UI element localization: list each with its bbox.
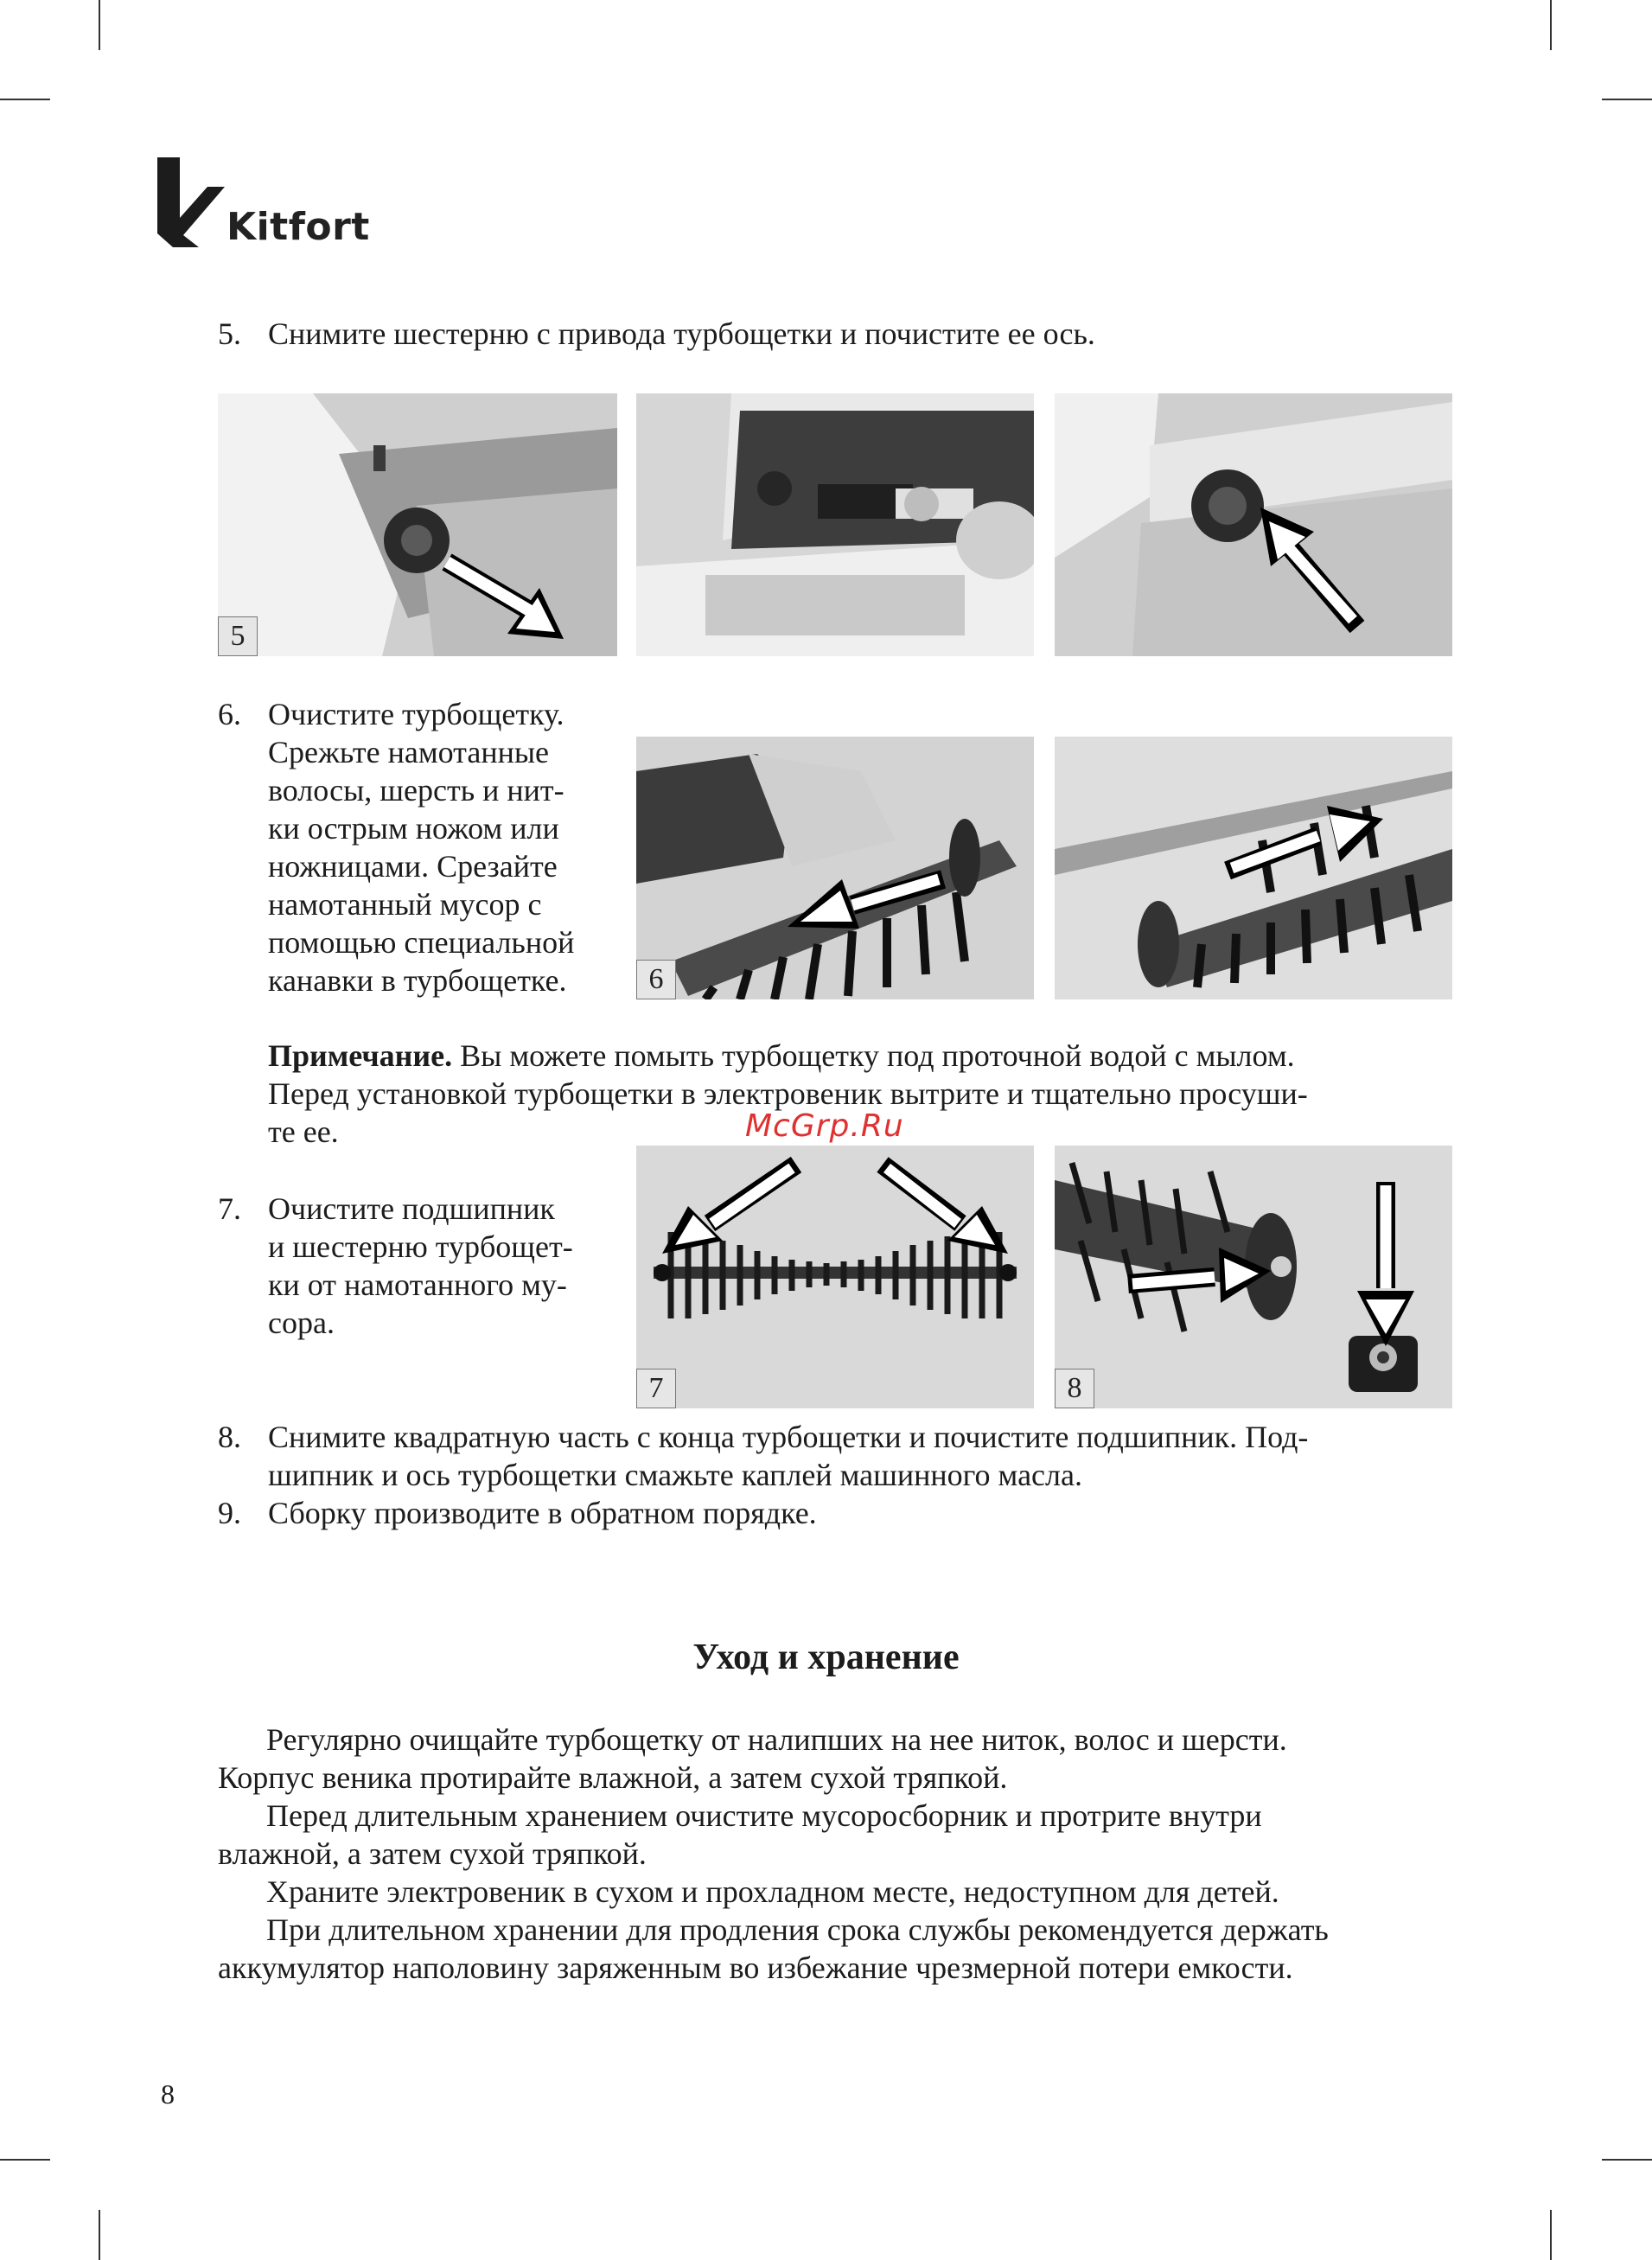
- paragraph-line: При длительном хранении для продления срока службы рекомендуется держать: [266, 1912, 1329, 1947]
- photo-gear-removal-2: [636, 393, 1034, 656]
- crop-mark: [0, 99, 50, 100]
- step-text: ки от намотанного му-: [268, 1267, 567, 1302]
- photo-bearing-cap: [1055, 1146, 1452, 1408]
- step-text: Сборку производите в обратном порядке.: [268, 1496, 817, 1530]
- step-text: Снимите шестерню с привода турбощетки и почистите ее ось.: [268, 316, 1095, 351]
- note-text: Вы можете помыть турбощетку под проточной водой с мылом.: [452, 1038, 1295, 1073]
- photo-gear-removal-3: [1055, 393, 1452, 656]
- step-text: Очистите подшипник: [268, 1191, 555, 1226]
- crop-mark: [0, 2159, 50, 2161]
- photo-brush-cutting-2: [1055, 737, 1452, 999]
- step-text: Срежьте намотанные: [268, 735, 550, 769]
- photo-label: 5: [218, 616, 258, 656]
- step-number: 6.: [218, 697, 241, 731]
- photo-brush-bearings: [636, 1146, 1034, 1408]
- section-paragraph: [218, 1911, 1463, 1987]
- paragraph-line: Корпус веника протирайте влажной, а затем сухой тряпкой.: [218, 1760, 1008, 1795]
- photo-gear-removal-1: [218, 393, 617, 656]
- section-paragraph: [218, 1797, 1463, 1873]
- brand-name: Kitfort: [226, 205, 370, 249]
- step-text: Очистите турбощетку.: [268, 697, 564, 731]
- paragraph-line: Регулярно очищайте турбощетку от налипших на нее ниток, волос и шерсти.: [266, 1722, 1287, 1757]
- crop-mark: [1550, 0, 1552, 50]
- step-text: ножницами. Срезайте: [268, 849, 558, 884]
- crop-mark: [1602, 2159, 1652, 2161]
- step-text: шипник и ось турбощетки смажьте каплей машинного масла.: [268, 1458, 1082, 1492]
- step-text: волосы, шерсть и нит-: [268, 773, 564, 808]
- note-line-3: те ее.: [268, 1114, 339, 1149]
- watermark: McGrp.Ru: [745, 1108, 904, 1144]
- page-number: 8: [161, 2078, 175, 2110]
- step-text: и шестерню турбощет-: [268, 1229, 573, 1264]
- photo-label: 8: [1055, 1369, 1094, 1408]
- step-text: ки острым ножом или: [268, 811, 559, 846]
- photo-brush-cutting-1: [636, 737, 1034, 999]
- section-title: Уход и хранение: [692, 1638, 960, 1677]
- brand-logo: [157, 157, 370, 247]
- section-paragraph: [218, 1873, 1463, 1911]
- step-text: намотанный мусор с: [268, 887, 542, 922]
- step-text: сора.: [268, 1306, 335, 1340]
- photo-label: 6: [636, 960, 676, 999]
- step-text: помощью специальной: [268, 925, 575, 960]
- photo-label: 7: [636, 1369, 676, 1408]
- crop-mark: [99, 0, 100, 50]
- note-line-2: Перед установкой турбощетки в электровеник вытрите и тщательно просуши-: [268, 1076, 1308, 1111]
- section-paragraph: [218, 1721, 1463, 1797]
- step-number: 5.: [218, 316, 241, 351]
- step-number: 9.: [218, 1496, 241, 1530]
- crop-mark: [1602, 99, 1652, 100]
- kitfort-logo-icon: [157, 157, 225, 247]
- step-number: 8.: [218, 1420, 241, 1454]
- step-text: канавки в турбощетке.: [268, 963, 567, 998]
- step-text: Снимите квадратную часть с конца турбощетки и почистите подшипник. Под-: [268, 1420, 1309, 1454]
- note-line-1: [268, 1037, 1295, 1075]
- paragraph-line: Перед длительным хранением очистите мусоросборник и протрите внутри: [266, 1798, 1262, 1833]
- crop-mark: [99, 2210, 100, 2260]
- crop-mark: [1550, 2210, 1552, 2260]
- step-number: 7.: [218, 1191, 241, 1226]
- paragraph-line: Храните электровеник в сухом и прохладном месте, недоступном для детей.: [266, 1874, 1279, 1909]
- paragraph-line: аккумулятор наполовину заряженным во избежание чрезмерной потери емкости.: [218, 1950, 1293, 1985]
- note-label: Примечание.: [268, 1038, 453, 1073]
- paragraph-line: влажной, а затем сухой тряпкой.: [218, 1836, 647, 1871]
